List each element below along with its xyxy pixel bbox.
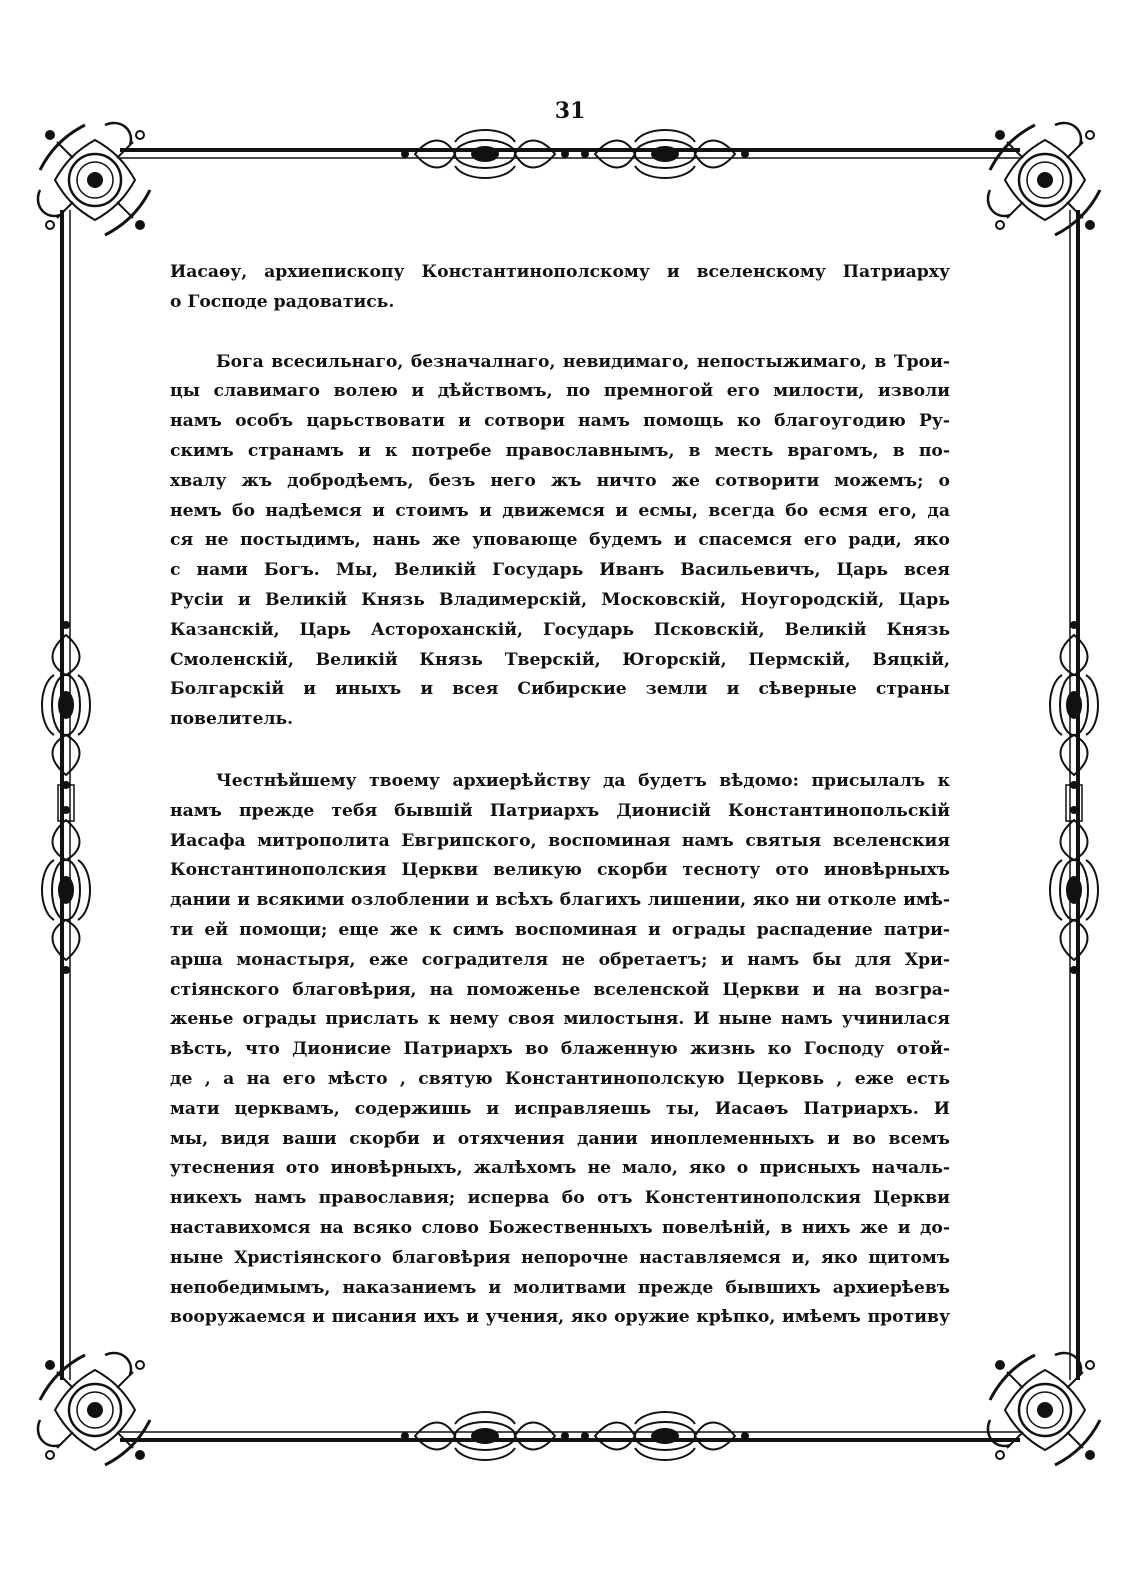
text-line: стіянского благовѣрия, на поможенье вселенской Церкви и на возгра-	[170, 979, 950, 1000]
text-line: наставихомся на всяко слово Божественныхъ повелѣній, в нихъ же и до-	[170, 1217, 950, 1238]
text-line: Болгарскій и иныхъ и всея Сибирские земли и сѣверные страны	[170, 679, 950, 700]
text-line: мы, видя ваши скорби и отяхчения дании иноплеменныхъ и во всемъ	[170, 1128, 950, 1149]
page-text	[170, 258, 950, 1333]
text-line: хвалу жъ добродѣемъ, безъ него жъ ничто же сотворити можемъ; о	[170, 470, 950, 491]
text-line: ся не постыдимъ, нань же уповающе будемъ и спасемся его ради, яко	[170, 530, 950, 551]
text-line: ныне Христіянского благовѣрия непорочне наставляемся и, яко щитомъ	[170, 1247, 950, 1268]
left-ornament-lower	[42, 806, 90, 974]
text-line: женье ограды прислать к нему своя милостыня. И ныне намъ учинилася	[170, 1009, 950, 1030]
text-line: Казанскій, Царь Астороханскій, Государь Псковскій, Великій Князь	[170, 619, 950, 640]
corner-ornament-top-left	[38, 123, 150, 235]
text-line: Иасаѳу, архиепископу Константинополскому и вселенскому Патриарху	[170, 262, 950, 282]
text-line: намъ особъ царьствовати и сотвори намъ помощь ко благоугодию Ру-	[170, 411, 950, 432]
left-ornament-upper	[42, 621, 90, 789]
text-line: немъ бо надѣемся и стоимъ и движемся и есмы, всегда бо есмя его, да	[170, 500, 950, 521]
corner-ornament-bottom-left	[38, 1353, 150, 1465]
text-line: де , а на его мѣсто , святую Константинополскую Церковь , еже есть	[170, 1068, 950, 1089]
text-line: Смоленскій, Великій Князь Тверскій, Югорскій, Пермскій, Вяцкій,	[170, 649, 950, 670]
text-line: арша монастыря, еже соградителя не обретаетъ; и намъ бы для Хри-	[170, 949, 950, 970]
text-line: Иасафа митрополита Евгрипского, воспоминая намъ святыя вселенския	[170, 830, 950, 851]
page-number: 31	[554, 98, 586, 124]
corner-ornament-top-right	[988, 123, 1100, 235]
salutation	[170, 258, 950, 318]
text-line: с нами Богъ. Мы, Великій Государь Иванъ Васильевичъ, Царь всея	[170, 560, 950, 581]
text-line: никехъ намъ православия; исперва бо отъ Констентинополския Церкви	[170, 1188, 950, 1209]
text-line: вооружаемся и писания ихъ и учения, яко оружие крѣпко, имѣемъ противу	[170, 1307, 950, 1328]
top-ornament-right	[581, 130, 749, 178]
text-line: дании и всякими озлоблении и всѣхъ благихъ лишении, яко ни отколе имѣ-	[170, 890, 950, 911]
text-line: вѣсть, что Дионисие Патриархъ во блаженную жизнь ко Господу отой-	[170, 1039, 950, 1060]
text-line: непобедимымъ, наказаниемъ и молитвами прежде бывшихъ архиерѣевъ	[170, 1277, 950, 1298]
text-line: мати церквамъ, содержишь и исправляешь ты, Иасаѳъ Патриархъ. И	[170, 1098, 950, 1119]
text-line: повелитель.	[170, 709, 294, 730]
right-ornament-lower	[1050, 806, 1098, 974]
text-line: Константинополския Церкви великую скорби тесноту ото иновѣрныхъ	[170, 860, 950, 881]
paragraph-1	[170, 348, 950, 735]
text-line: скимъ странамъ и к потребе православнымъ, в месть врагомъ, в по-	[170, 440, 950, 461]
text-line: намъ прежде тебя бывшій Патриархъ Дионисій Константинопольскій	[170, 800, 950, 821]
text-line: ти ей помощи; еще же к симъ воспоминая и ограды распадение патри-	[170, 919, 950, 940]
right-ornament-upper	[1050, 621, 1098, 789]
top-ornament-left	[401, 130, 569, 178]
paragraph-gap	[170, 318, 950, 348]
text-line: Бога всесильнаго, безначалнаго, невидимаго, непостыжимаго, в Трои-	[216, 351, 950, 372]
text-line: Русіи и Великій Князь Владимерскій, Московскій, Ноугородскій, Царь	[170, 589, 950, 610]
text-line: о Господе радоватись.	[170, 291, 395, 312]
paragraph-gap	[170, 735, 950, 767]
paragraph-2	[170, 767, 950, 1333]
text-line: утеснения ото иновѣрныхъ, жалѣхомъ не мало, яко о присныхъ началь-	[170, 1158, 950, 1179]
bottom-ornament-left	[401, 1412, 569, 1460]
bottom-ornament-right	[581, 1412, 749, 1460]
text-line: Честнѣйшему твоему архиерѣйству да будетъ вѣдомо: присылалъ к	[216, 770, 950, 791]
text-line: цы славимаго волею и дѣйствомъ, по премногой его милости, изволи	[170, 381, 950, 402]
corner-ornament-bottom-right	[988, 1353, 1100, 1465]
